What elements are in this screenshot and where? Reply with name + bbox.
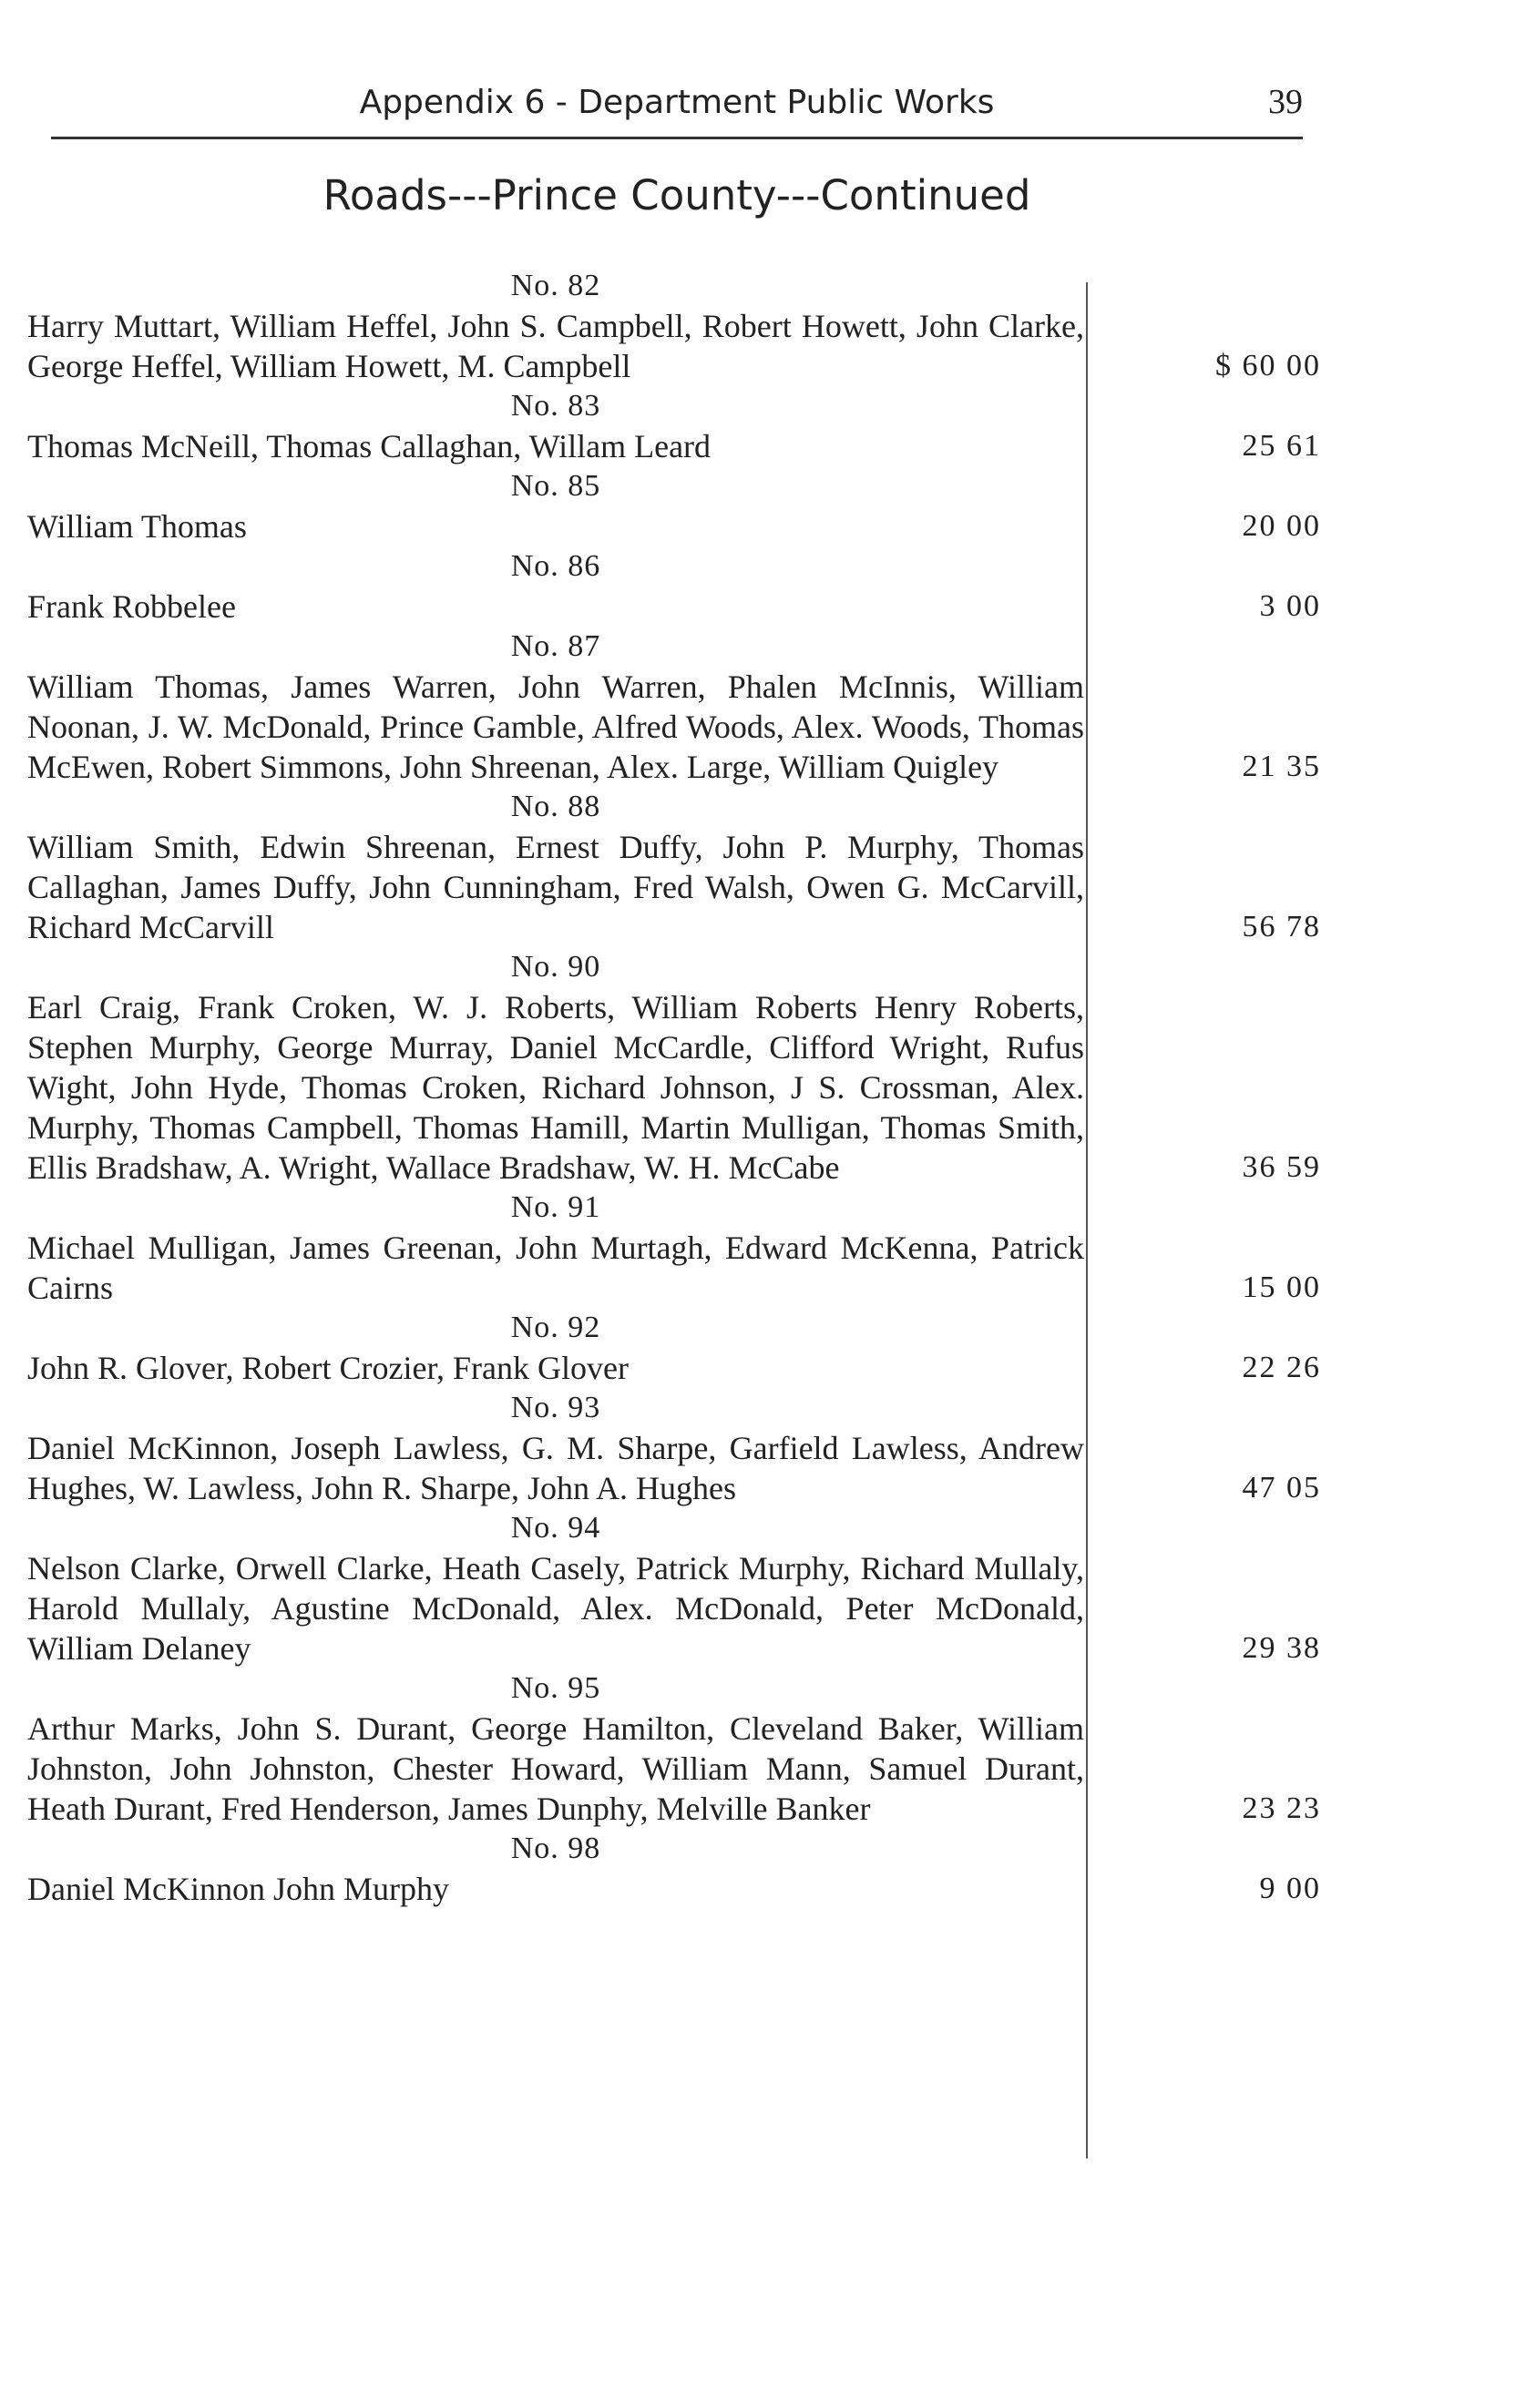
entry-names: Thomas McNeill, Thomas Callaghan, Willam Leard [27, 428, 712, 464]
entry-number: No. 95 [510, 1671, 601, 1705]
entry-names: Daniel McKinnon John Murphy [27, 1871, 449, 1907]
entry-no-88 [27, 787, 1321, 947]
entry-amount: 15 00 [1242, 1270, 1321, 1304]
entry-no-90 [27, 947, 1321, 1188]
entry-amount: 3 00 [1259, 589, 1321, 623]
entry-amount: 9 00 [1259, 1872, 1321, 1905]
entry-names: William Thomas, James Warren, John Warren, Phalen McInnis, William Noonan, J. W. McDonald, Prince Gamble, Alfred Woods, Alex. Woods, Thomas McEwen, Robert Simmons, John Shreenan, Alex. Large, William Quigley [27, 668, 1084, 785]
entry-no-98 [27, 1829, 1321, 1909]
running-title: Appendix 6 - Department Public Works [359, 84, 995, 121]
entry-no-94 [27, 1508, 1321, 1668]
entry-no-91 [27, 1188, 1321, 1308]
entry-number: No. 92 [510, 1311, 601, 1344]
entry-amount: 22 26 [1242, 1351, 1321, 1384]
entry-number: No. 83 [510, 389, 601, 423]
entry-number: No. 85 [510, 469, 601, 503]
entry-number: No. 90 [510, 950, 601, 984]
entry-number: No. 88 [510, 790, 601, 823]
entry-no-83 [27, 386, 1321, 466]
entry-names: Frank Robbelee [27, 588, 236, 625]
entry-names: William Smith, Edwin Shreenan, Ernest Duffy, John P. Murphy, Thomas Callaghan, James Duffy, John Cunningham, Fred Walsh, Owen G. McCarvill, Richard McCarvill [27, 829, 1084, 945]
entry-number: No. 87 [510, 629, 601, 663]
entry-number: No. 91 [510, 1190, 601, 1224]
entry-amount: 25 61 [1242, 429, 1321, 463]
entry-no-82 [27, 266, 1321, 386]
entry-no-93 [27, 1388, 1321, 1508]
entry-number: No. 93 [510, 1391, 601, 1424]
entry-amount: $ 60 00 [1215, 349, 1321, 383]
entry-amount: 23 23 [1242, 1791, 1321, 1825]
entry-no-95 [27, 1668, 1321, 1829]
entry-names: Daniel McKinnon, Joseph Lawless, G. M. Sharpe, Garfield Lawless, Andrew Hughes, W. Lawless, John R. Sharpe, John A. Hughes [27, 1430, 1084, 1506]
entry-number: No. 94 [510, 1511, 601, 1545]
entry-names: Arthur Marks, John S. Durant, George Hamilton, Cleveland Baker, William Johnston, John Johnston, Chester Howard, William Mann, Samuel Durant, Heath Durant, Fred Henderson, James Dunphy, Melville Banker [27, 1710, 1084, 1827]
entry-names: John R. Glover, Robert Crozier, Frank Glover [27, 1350, 629, 1386]
page-number: 39 [1268, 83, 1303, 121]
entry-names: Michael Mulligan, James Greenan, John Murtagh, Edward McKenna, Patrick Cairns [27, 1230, 1084, 1306]
entry-names: William Thomas [27, 508, 247, 545]
entry-names: Harry Muttart, William Heffel, John S. Campbell, Robert Howett, John Clarke, George Heffel, William Howett, M. Campbell [27, 308, 1084, 384]
entry-amount: 36 59 [1242, 1150, 1321, 1184]
section-title: Roads---Prince County---Continued [323, 171, 1031, 219]
entry-names: Earl Craig, Frank Croken, W. J. Roberts, William Roberts Henry Roberts, Stephen Murphy, George Murray, Daniel McCardle, Clifford Wright, Rufus Wight, John Hyde, Thomas Croken, Richard Johnson, J S. Crossman, Alex. Murphy, Thomas Campbell, Thomas Hamill, Martin Mulligan, Thomas Smith, Ellis Bradshaw, A. Wright, Wallace Bradshaw, W. H. McCabe [27, 989, 1084, 1186]
ledger [27, 266, 1321, 1909]
entry-names: Nelson Clarke, Orwell Clarke, Heath Casely, Patrick Murphy, Richard Mullaly, Harold Mullaly, Agustine McDonald, Alex. McDonald, Peter McDonald, William Delaney [27, 1550, 1084, 1667]
entry-amount: 29 38 [1242, 1631, 1321, 1665]
entry-no-92 [27, 1308, 1321, 1388]
entry-amount: 21 35 [1242, 750, 1321, 783]
entry-amount: 20 00 [1242, 509, 1321, 543]
entry-number: No. 86 [510, 549, 601, 583]
entry-no-85 [27, 466, 1321, 546]
entry-number: No. 98 [510, 1832, 601, 1865]
entry-amount: 56 78 [1242, 910, 1321, 944]
entry-no-87 [27, 627, 1321, 787]
entry-amount: 47 05 [1242, 1471, 1321, 1505]
page-header [51, 80, 1303, 139]
entry-number: No. 82 [510, 269, 601, 302]
entry-no-86 [27, 546, 1321, 627]
